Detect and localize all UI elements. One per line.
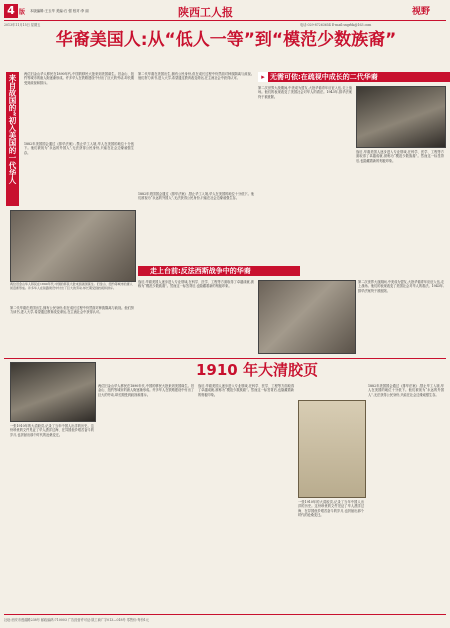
article-p5c: 第二代华裔在美国出生,拥有公民身份,但在成长过程中仍然面对种族隔离与歧视。他们努力读书,进入大学,希望通过教育改变命运,在主流社会中获得认可。 <box>10 306 134 315</box>
article-p6b: 两位旧金山华人移民在1890年代,中国的移民大批来到美国谋生。旧金山、纽约等城市的唐人街逐渐形成。许多华人在铁路建设中付出了巨大的劳动,却长期受到歧视和排斥。 <box>98 384 194 397</box>
article-p2: 1882年美国国会通过《排华法案》,禁止华工入境,华人在美国的地位十分低下。他们被视为“永远的外国人”,无法获得公民身份,只能在社会边缘顽强生存。 <box>24 142 134 155</box>
footer-rule <box>4 614 446 615</box>
side-banner <box>6 72 19 206</box>
masthead-rule <box>4 20 446 21</box>
paper-title: 陕西工人报 <box>178 6 233 19</box>
main-headline: 华裔美国人:从“低人一等”到“模范少数族裔” <box>55 30 397 50</box>
section3-title: 1910 年大清胶页 <box>196 361 318 379</box>
photo-chinese-immigrants <box>10 210 136 282</box>
page-number-badge <box>4 4 18 18</box>
article-p6c: 战后,华裔美国人逐步进入专业领域,在科学、医学、工程等方面取得了卓越成就,被称为“模范少数族裔”。然而这一标签背后,也隐藏着新的刻板印象。 <box>198 384 294 397</box>
page-suffix: 版 <box>19 9 26 16</box>
section2-title-text: 走上台前:反法西斯战争中的华裔 <box>150 267 251 275</box>
section1-title <box>258 72 450 82</box>
article-p4b: 战后,华裔美国人逐步进入专业领域,在科学、医学、工程等方面取得了卓越成就,被称为“模范少数族裔”。然而这一标签背后,也隐藏着新的刻板印象。 <box>356 150 444 163</box>
article-p6d: 一张1910年的大清胶页,记录了当年中国人出洋的历史。这份珍贵的文件见证了华人漂洋过海、在异国他乡艰苦奋斗的岁月,也折射出那个时代的沧桑变迁。 <box>298 500 364 517</box>
article-p3: 第二代华裔在美国出生,拥有公民身份,但在成长过程中仍然面对种族隔离与歧视。他们努力读书,进入大学,希望通过教育改变命运,在主流社会中获得认可。 <box>138 72 254 81</box>
section2-title <box>138 266 300 276</box>
section-name: 视野 <box>412 7 431 17</box>
article-p3b: 1882年美国国会通过《排华法案》,禁止华工入境,华人在美国的地位十分低下。他们被视为“永远的外国人”,无法获得公民身份,只能在社会边缘顽强生存。 <box>138 192 254 201</box>
section-divider <box>4 358 446 359</box>
photo-qing-certificate <box>298 400 366 498</box>
article-p5: 战后,华裔美国人逐步进入专业领域,在科学、医学、工程等方面取得了卓越成就,被称为“模范少数族裔”。然而这一标签背后,也隐藏着新的刻板印象。 <box>138 280 254 289</box>
article-p5b: 第二次世界大战期间,中美成为盟友,大批华裔青年应征入伍,走上战场。他们的表现改变了美国社会对华人的看法。1943年,排华法案终于被废除。 <box>358 280 444 293</box>
article-p6: 一张1910年的大清胶页,记录了当年中国人出洋的历史。这份珍贵的文件见证了华人漂洋过海、在异国他乡艰苦奋斗的岁月,也折射出那个时代的沧桑变迁。 <box>10 424 94 437</box>
article-p1: 两位旧金山华人移民在1890年代,中国的移民大批来到美国谋生。旧金山、纽约等城市的唐人街逐渐形成。许多华人在铁路建设中付出了巨大的劳动,却长期受到歧视和排斥。 <box>24 72 134 85</box>
photo-second-generation <box>356 86 446 148</box>
side-banner-text: 来自故国的“初入美国的一代华人 <box>8 74 17 184</box>
article-p6e: 1882年美国国会通过《排华法案》,禁止华工入境,华人在美国的地位十分低下。他们被视为“永远的外国人”,无法获得公民身份,只能在社会边缘顽强生存。 <box>368 384 444 397</box>
section1-badge: ▸ <box>258 72 268 82</box>
footer-text: 社址:西安市莲湖路238号 邮政编码:710003 广告经营许可证:陕工商广字013—018号 零售价:每份1元 <box>4 618 149 622</box>
article-p4: 第二次世界大战期间,中美成为盟友,大批华裔青年应征入伍,走上战场。他们的表现改变了美国社会对华人的看法。1943年,排华法案终于被废除。 <box>258 86 352 99</box>
section1-title-text: 无需可依:在疏视中成长的二代华裔 <box>270 73 378 81</box>
photo-wwii-soldiers <box>258 280 356 354</box>
contact-line: 电话:029-87263654 E-mail:sxgrbk@163.com <box>300 23 372 27</box>
editor-line: 本版编辑:王玉华 美编:石 强 校对:李 丽 <box>30 9 89 13</box>
date-line: 2013年11月15日 星期五 <box>4 23 41 27</box>
photo-historic-document-left <box>10 362 96 422</box>
page-number: 4 <box>7 4 15 17</box>
photo-caption-left: 两位旧金山华人移民在1890年代,中国的移民大批来到美国谋生。旧金山、纽约等城市的唐人街逐渐形成。许多华人在铁路建设中付出了巨大的劳动,却长期受到歧视和排斥。 <box>10 282 133 290</box>
